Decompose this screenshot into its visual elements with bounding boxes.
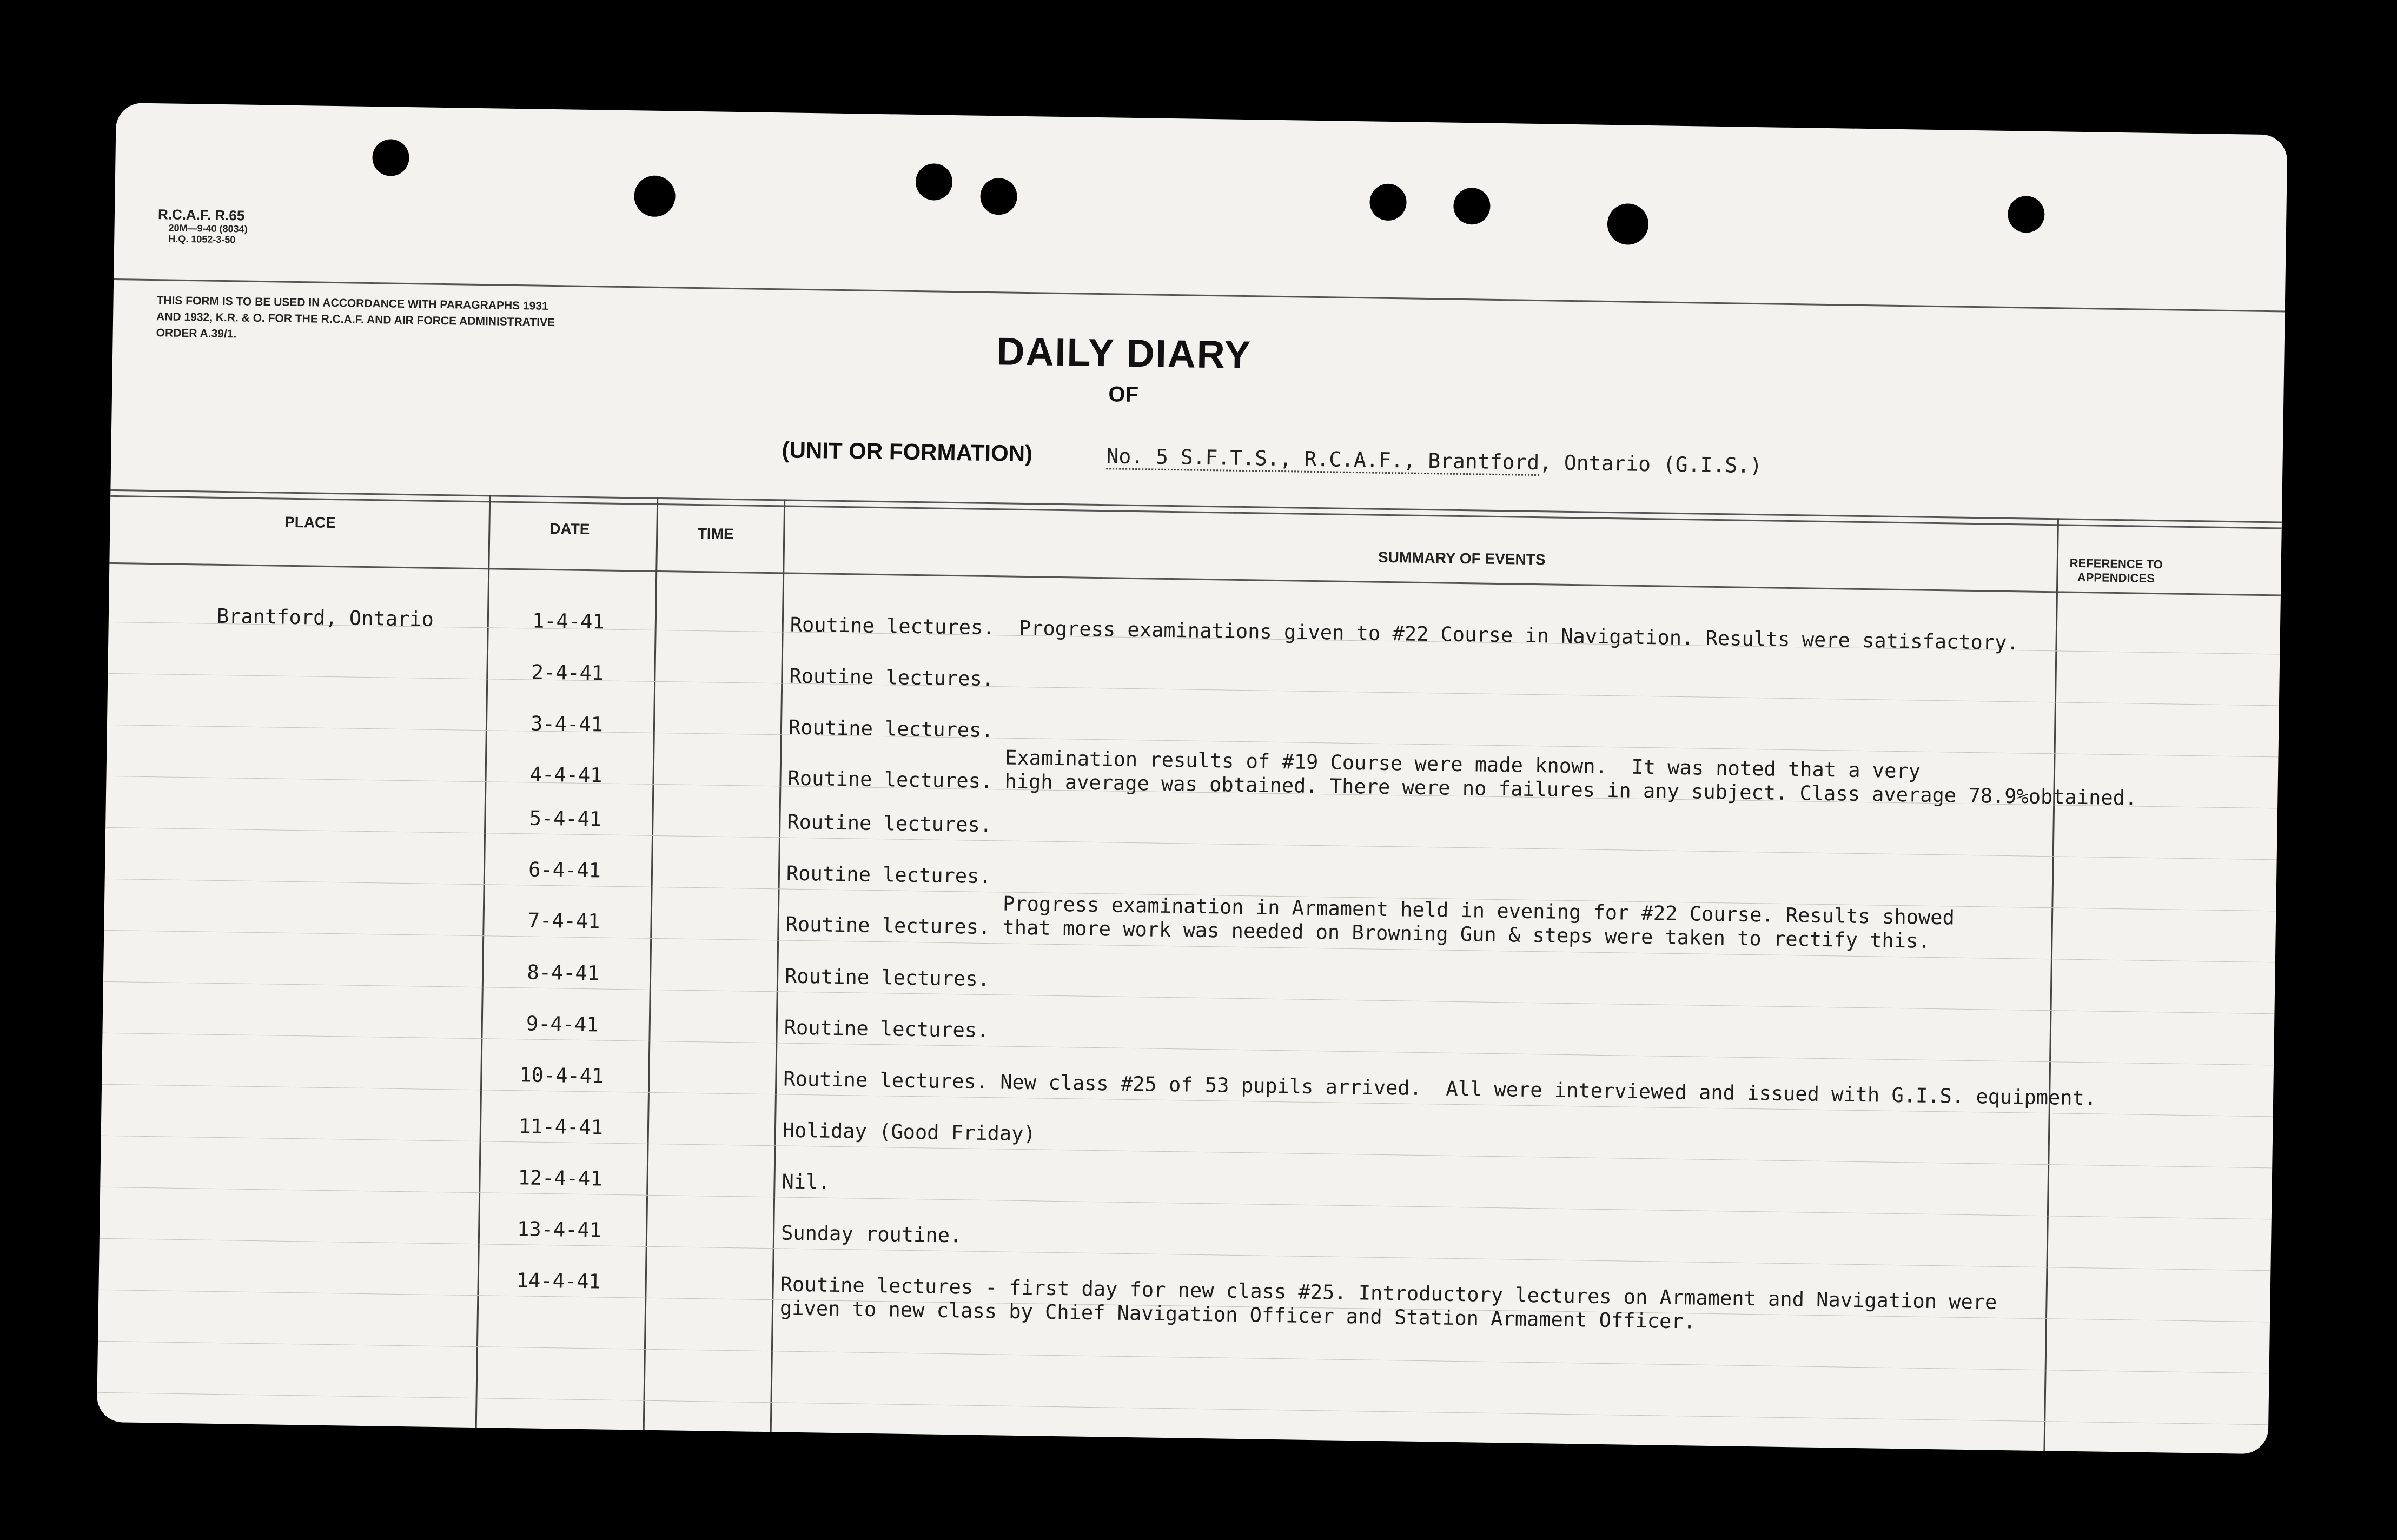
entry-date: 6-4-41: [528, 858, 601, 882]
diary-entry: [107, 733, 2279, 810]
entry-date: 3-4-41: [530, 712, 604, 736]
entry-summary: Routine lectures. New class #25 of 53 pupils arrived. All were interviewed and issued with G.I.S. equipment.: [783, 1067, 2097, 1110]
entry-summary: Sunday routine.: [780, 1221, 962, 1247]
diary-entry: [105, 852, 2276, 888]
ruled-line: [101, 1136, 2273, 1169]
entry-summary: Routine lectures.: [786, 861, 991, 888]
entry-date: 7-4-41: [527, 908, 600, 933]
ruled-line: [103, 981, 2275, 1014]
column-header-place: PLACE: [284, 513, 336, 532]
column-header-reference: REFERENCE TO APPENDICES: [2069, 556, 2163, 586]
diary-entry: [100, 1211, 2272, 1247]
unit-suffix: , Ontario (G.I.S.): [1539, 450, 1763, 478]
entry-date: 10-4-41: [519, 1063, 604, 1088]
entry-date: 5-4-41: [529, 806, 602, 831]
ruled-line: [97, 1392, 2269, 1425]
column-divider: [643, 497, 659, 1433]
ruled-line: [108, 673, 2279, 706]
entry-summary: Holiday (Good Friday): [782, 1118, 1036, 1146]
table-top-rule: [110, 495, 2282, 529]
entry-summary: Progress examination in Armament held in evening for #22 Course. Results showed Routine lectures. that more work was needed on Browning Gun & steps were taken to rectify this.: [785, 888, 1955, 953]
entry-place: Brantford, Ontario: [216, 604, 434, 631]
binder-hole: [1369, 183, 1407, 221]
entry-date: 2-4-41: [531, 660, 604, 685]
ruled-line: [100, 1238, 2271, 1271]
binder-hole: [634, 175, 676, 217]
entry-date: 11-4-41: [518, 1114, 604, 1139]
binder-hole: [2008, 196, 2045, 233]
entry-date: 4-4-41: [529, 762, 602, 787]
unit-label: (UNIT OR FORMATION): [782, 437, 1033, 467]
diary-sheet: [97, 103, 2288, 1454]
column-divider: [2043, 518, 2059, 1453]
table-head-rule: [109, 562, 2281, 596]
binder-hole: [372, 139, 409, 176]
table-top-rule: [110, 489, 2282, 523]
form-code-line: H.Q. 1052-3-50: [168, 233, 236, 245]
diary-entry: [103, 1006, 2274, 1043]
entry-summary: Routine lectures - first day for new class #25. Introductory lectures on Armament and Navigation were given to new class by Chief Navigation Officer and Station Armament Officer.: [779, 1272, 1997, 1333]
entry-date: 1-4-41: [532, 609, 605, 634]
column-header-date: DATE: [549, 520, 590, 538]
binder-hole: [980, 178, 1017, 215]
diary-entry: [101, 1160, 2272, 1192]
page-title: DAILY DIARY: [996, 330, 1252, 377]
form-notice: THIS FORM IS TO BE USED IN ACCORDANCE WITH PARAGRAPHS 1931 AND 1932, K.R. & O. FOR THE R.C.A.F. AND AIR FORCE ADMINISTRATIVE ORDER A.39/1.: [156, 294, 555, 341]
entry-summary: Routine lectures. Progress examinations given to #22 Course in Navigation. Results were satisfactory.: [790, 613, 2019, 655]
entry-date: 14-4-41: [516, 1269, 601, 1293]
form-code: [157, 206, 248, 245]
binder-hole: [915, 163, 952, 201]
entry-summary: Routine lectures.: [789, 664, 995, 691]
diary-entry: [101, 1108, 2273, 1146]
ruled-line: [100, 1187, 2272, 1220]
diary-entry: [102, 1057, 2274, 1110]
binder-hole: [1453, 188, 1491, 225]
entry-summary: Routine lectures.: [788, 715, 994, 742]
diary-entry: [107, 706, 2279, 742]
entry-summary: Routine lectures.: [784, 964, 990, 991]
diary-entry: [108, 654, 2280, 691]
entry-summary: Routine lectures.: [787, 810, 992, 837]
title-of: OF: [1108, 382, 1139, 407]
column-header-summary: SUMMARY OF EVENTS: [1378, 548, 1546, 568]
entry-summary: Nil.: [782, 1170, 830, 1194]
entry-date: 9-4-41: [526, 1012, 599, 1037]
ruled-line: [102, 1033, 2274, 1066]
entry-summary: Examination results of #19 Course were made known. It was noted that a very Routine lectures. high average was obtained. There were no failures in any subject. Class average 78.9%obtained.: [787, 742, 2137, 810]
diary-entry: [109, 603, 2280, 655]
unit-value: [1106, 444, 1762, 477]
entry-date: 13-4-41: [517, 1217, 602, 1242]
form-code-line: 20M—9-40 (8034): [168, 222, 248, 235]
form-code-line: R.C.A.F. R.65: [157, 206, 245, 224]
entry-summary: Routine lectures.: [784, 1015, 989, 1043]
entry-date: 12-4-41: [518, 1166, 602, 1191]
unit-name: No. 5 S.F.T.S., R.C.A.F., Brantford: [1106, 444, 1539, 476]
column-header-time: TIME: [697, 525, 734, 543]
ruled-line: [105, 827, 2277, 860]
binder-hole: [1607, 203, 1648, 245]
entry-date: 8-4-41: [527, 960, 600, 985]
ruled-line: [98, 1341, 2269, 1374]
diary-entry: [99, 1263, 2270, 1333]
diary-entry: [104, 954, 2275, 991]
